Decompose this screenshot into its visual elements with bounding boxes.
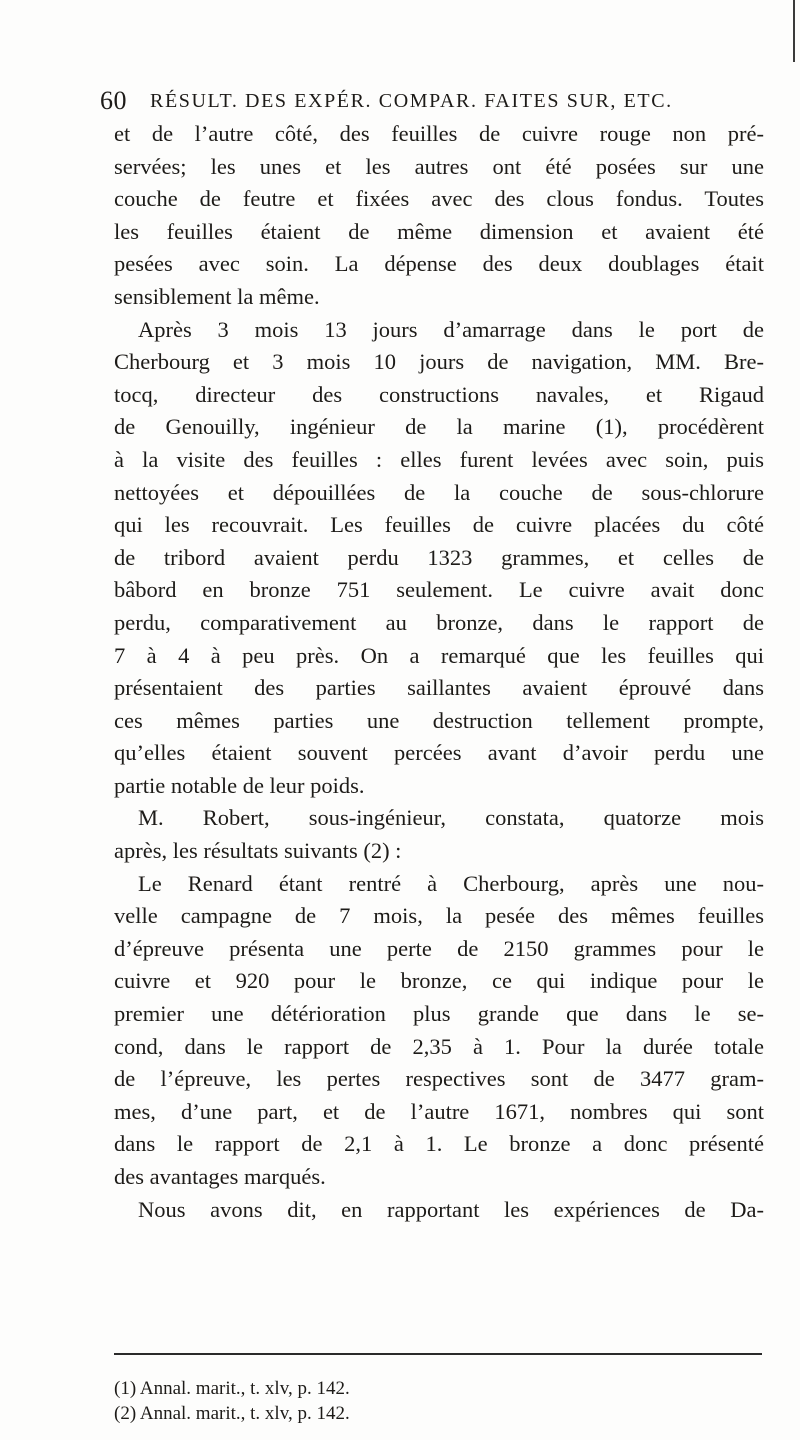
body-text xyxy=(114,118,764,1226)
running-head xyxy=(100,86,750,116)
footnote-2: (2) Annal. marit., t. xlv, p. 142. xyxy=(114,1403,350,1424)
text-line: Le Renard étant rentré à Cherbourg, après une nou- xyxy=(138,870,764,896)
text-line: des avantages marqués. xyxy=(114,1164,326,1189)
text-line: M. Robert, sous-ingénieur, constata, quatorze mois xyxy=(138,805,764,831)
text-line: présentaient des parties saillantes avaient éprouvé dans xyxy=(114,675,764,701)
text-line: après, les résultats suivants (2) : xyxy=(114,838,402,864)
text-line: de tribord avaient perdu 1323 grammes, et celles de xyxy=(114,544,764,570)
text-line: Nous avons dit, en rapportant les expériences de Da- xyxy=(138,1196,764,1222)
text-line: de l’épreuve, les pertes respectives sont de 3477 gram- xyxy=(114,1066,764,1092)
text-line: ces mêmes parties une destruction tellement prompte, xyxy=(114,707,764,733)
text-line: tocq, directeur des constructions navales, et Rigaud xyxy=(114,381,764,407)
text-line: premier une détérioration plus grande que dans le se- xyxy=(114,1001,764,1027)
text-line: couche de feutre et fixées avec des clous fondus. Toutes xyxy=(114,186,764,212)
text-line: à la visite des feuilles : elles furent levées avec soin, puis xyxy=(114,446,764,472)
text-line: mes, d’une part, et de l’autre 1671, nombres qui sont xyxy=(114,1098,764,1124)
text-line: de Genouilly, ingénieur de la marine (1), procédèrent xyxy=(114,414,764,440)
page-number: 60 xyxy=(100,86,127,115)
text-line: cuivre et 920 pour le bronze, ce qui indique pour le xyxy=(114,968,764,994)
text-line: servées; les unes et les autres ont été posées sur une xyxy=(114,153,764,179)
text-line: perdu, comparativement au bronze, dans le rapport de xyxy=(114,609,764,635)
text-line: 7 à 4 à peu près. On a remarqué que les feuilles qui xyxy=(114,642,764,668)
footnote-1: (1) Annal. marit., t. xlv, p. 142. xyxy=(114,1378,350,1399)
text-line: et de l’autre côté, des feuilles de cuivre rouge non pré- xyxy=(114,121,764,146)
footnote-divider xyxy=(114,1353,762,1355)
text-line: sensiblement la même. xyxy=(114,283,320,309)
text-line: cond, dans le rapport de 2,35 à 1. Pour la durée totale xyxy=(114,1033,764,1059)
text-line: les feuilles étaient de même dimension et avaient été xyxy=(114,218,764,244)
text-line: Après 3 mois 13 jours d’amarrage dans le port de xyxy=(138,316,764,342)
text-line: pesées avec soin. La dépense des deux doublages était xyxy=(114,251,764,277)
text-line: bâbord en bronze 751 seulement. Le cuivre avait donc xyxy=(114,577,764,603)
text-line: qu’elles étaient souvent percées avant d’avoir perdu une xyxy=(114,740,764,766)
page-edge-line xyxy=(793,0,795,62)
text-line: d’épreuve présenta une perte de 2150 grammes pour le xyxy=(114,935,764,961)
text-line: dans le rapport de 2,1 à 1. Le bronze a donc présenté xyxy=(114,1131,764,1157)
text-line: partie notable de leur poids. xyxy=(114,772,365,798)
footnotes xyxy=(114,1376,614,1426)
text-line: nettoyées et dépouillées de la couche de sous-chlorure xyxy=(114,479,764,505)
text-line: Cherbourg et 3 mois 10 jours de navigation, MM. Bre- xyxy=(114,349,764,375)
text-line: velle campagne de 7 mois, la pesée des mêmes feuilles xyxy=(114,903,764,929)
text-line: qui les recouvrait. Les feuilles de cuivre placées du côté xyxy=(114,512,764,538)
running-title: RÉSULT. DES EXPÉR. COMPAR. FAITES SUR, ETC. xyxy=(150,90,673,112)
